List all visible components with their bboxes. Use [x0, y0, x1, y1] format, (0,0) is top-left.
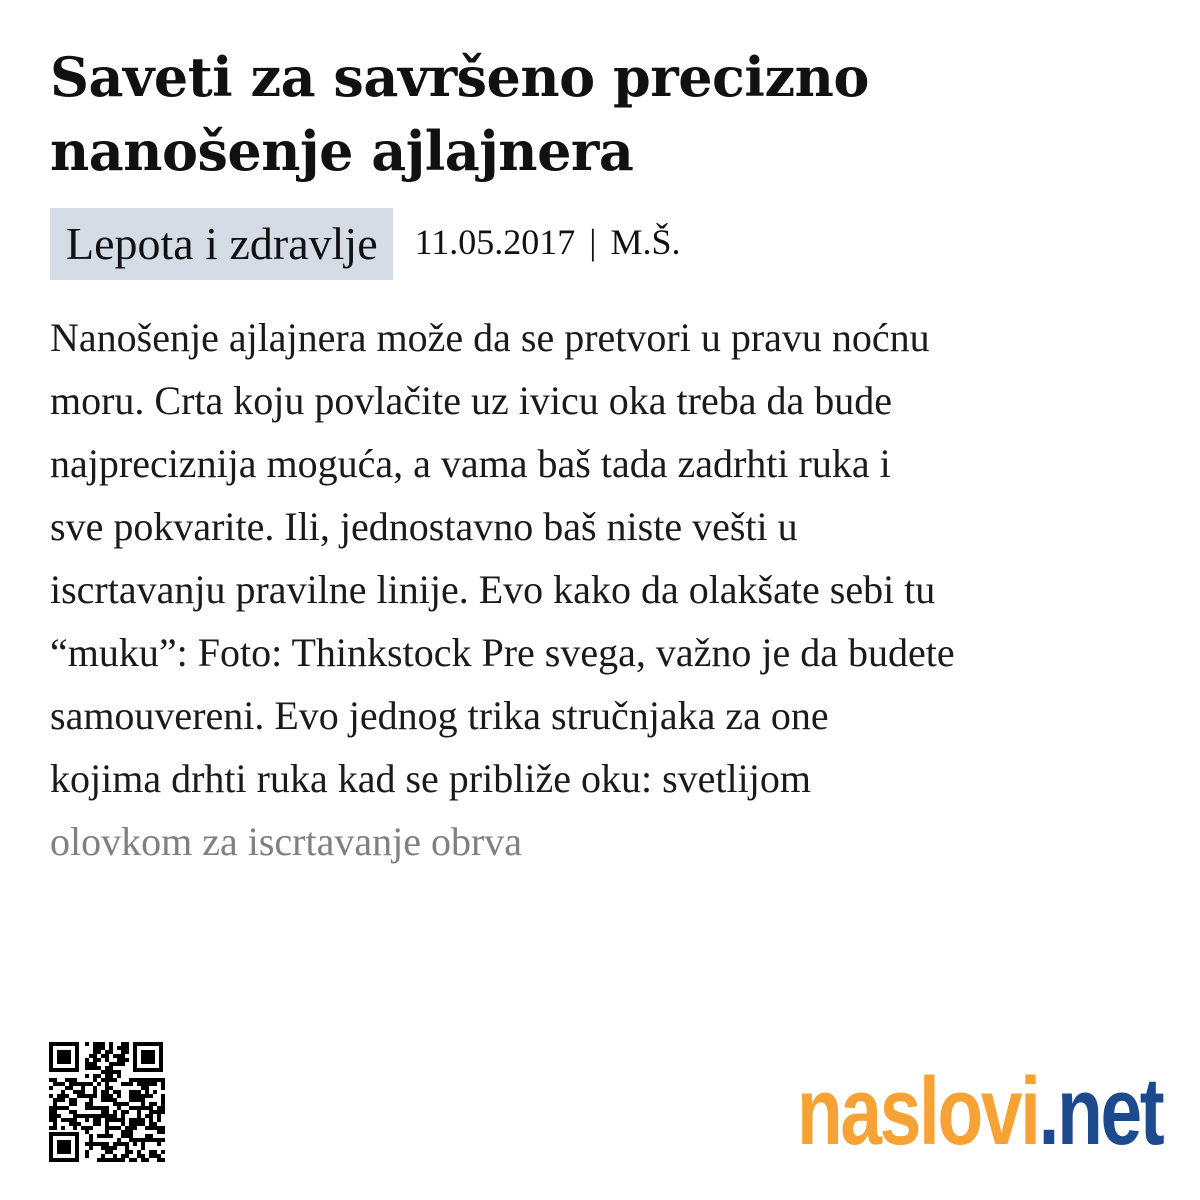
- article-author: M.Š.: [610, 222, 681, 262]
- body-line: “muku”: Foto: Thinkstock Pre svega, važno je da budete: [50, 630, 955, 675]
- article-date: 11.05.2017: [414, 222, 576, 262]
- qr-code-icon[interactable]: [47, 1040, 165, 1164]
- article-title: Saveti za savršeno precizno nanošenje ajlajnera: [50, 45, 869, 183]
- body-line-faded: olovkom za iscrtavanje obrva: [50, 819, 523, 864]
- body-line: iscrtavanju pravilne linije. Evo kako da olakšate sebi tu: [50, 567, 936, 612]
- logo-text: [797, 1068, 1164, 1165]
- byline: [415, 222, 681, 262]
- article-body: [50, 306, 1160, 873]
- body-line: moru. Crta koju povlačite uz ivicu oka treba da bude: [50, 378, 892, 423]
- logo-part-net: .net: [1038, 1068, 1163, 1166]
- site-logo[interactable]: [797, 1068, 1167, 1168]
- body-line: samouvereni. Evo jednog trika stručnjaka za one: [50, 693, 829, 738]
- article-meta: [50, 208, 1160, 280]
- body-line: sve pokvarite. Ili, jednostavno baš niste vešti u: [50, 504, 798, 549]
- byline-separator: |: [589, 222, 597, 262]
- category-badge[interactable]: Lepota i zdravlje: [50, 208, 393, 280]
- article: [50, 40, 1160, 873]
- body-line: kojima drhti ruka kad se približe oku: svetlijom: [50, 756, 811, 801]
- body-line: najpreciznija moguća, a vama baš tada zadrhti ruka i: [50, 441, 891, 486]
- logo-part-naslovi: naslovi: [797, 1068, 1039, 1166]
- body-line: Nanošenje ajlajnera može da se pretvori u pravu noćnu: [50, 315, 930, 360]
